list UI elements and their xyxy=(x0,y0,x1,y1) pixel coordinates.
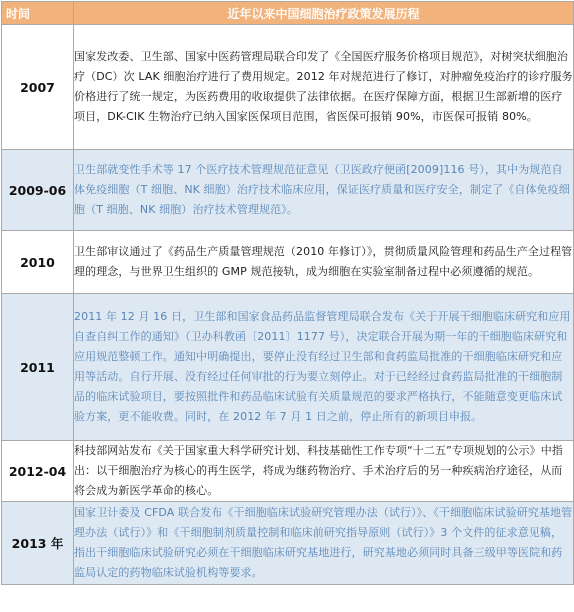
row-content: 卫生部审议通过了《药品生产质量管理规范（2010 年修订）》，贯彻质量风险管理和药品生产全过程管理的理念，与世界卫生组织的 GMP 规范接轨，成为细胞在实验室制备过程中必须遵循的规范。 xyxy=(74,231,574,294)
row-year: 2007 xyxy=(2,25,74,150)
row-year: 2010 xyxy=(2,231,74,294)
table-row xyxy=(2,150,574,231)
row-content: 科技部网站发布《关于国家重大科学研究计划、科技基础性工作专项“十二五”专项规划的公示》中指出：以干细胞治疗为核心的再生医学，将成为继药物治疗、手术治疗后的另一种疾病治疗途径，从而将会成为新医学革命的核心。 xyxy=(74,441,574,502)
row-content: 国家卫计委及 CFDA 联合发布《干细胞临床试验研究管理办法（试行）》、《干细胞临床试验研究基地管理办法（试行）》和《干细胞制剂质量控制和临床前研究指导原则（试行）》3 个文件的征求意见稿，指出干细胞临床试验研究必须在干细胞临床研究基地进行，研究基地必须同时具备三级甲等医院和药监局认定的药物临床试验机构等要求。 xyxy=(74,502,574,585)
table-row xyxy=(2,231,574,294)
row-content: 国家发改委、卫生部、国家中医药管理局联合印发了《全国医疗服务价格项目规范》，对树突状细胞治疗（DC）次 LAK 细胞治疗进行了费用规定。2012 年对规范进行了修订，对肿瘤免疫治疗的诊疗服务价格进行了统一规定，为医药费用的收取提供了法律依据。在医疗保障方面，根据卫生部新增的医疗项目，DK-CIK 生物治疗已纳入国家医保项目范围，省医保可报销 90%，市医保可报销 80%。 xyxy=(74,25,574,150)
table-row xyxy=(2,502,574,585)
header-time: 时间 xyxy=(2,2,74,25)
table-row xyxy=(2,441,574,502)
row-year: 2009-06 xyxy=(2,150,74,231)
row-year: 2011 xyxy=(2,294,74,441)
table-row xyxy=(2,25,574,150)
row-year: 2013 年 xyxy=(2,502,74,585)
table-row xyxy=(2,294,574,441)
row-year: 2012-04 xyxy=(2,441,74,502)
row-content: 卫生部就变性手术等 17 个医疗技术管理规范征意见（卫医政疗便函[2009]116 号），其中为规范自体免疫细胞（T 细胞、NK 细胞）治疗技术临床应用，保证医疗质量和医疗安全，制定了《自体免疫细胞（T 细胞、NK 细胞）治疗技术管理规范》。 xyxy=(74,150,574,231)
policy-timeline-table xyxy=(1,1,574,585)
row-content: 2011 年 12 月 16 日，卫生部和国家食品药品监督管理局联合发布《关于开展干细胞临床研究和应用自查自纠工作的通知》（卫办科教函〔2011〕1177 号），决定联合开展为期一年的干细胞临床研究和应用规范整顿工作。通知中明确提出，要停止没有经过卫生部和食药监局批准的干细胞临床研究和应用等活动。自行开展、没有经过任何审批的行为要立刻停止。对于已经经过食药监局批准的干细胞制品的临床试验项目，要按照批件和药品临床试验有关质量规范的要求严格执行，不能随意变更临床试验方案，更不能收费。同时，在 2012 年 7 月 1 日之前，停止所有的新项目申报。 xyxy=(74,294,574,441)
table-header-row xyxy=(2,2,574,25)
header-title: 近年以来中国细胞治疗政策发展历程 xyxy=(74,2,574,25)
